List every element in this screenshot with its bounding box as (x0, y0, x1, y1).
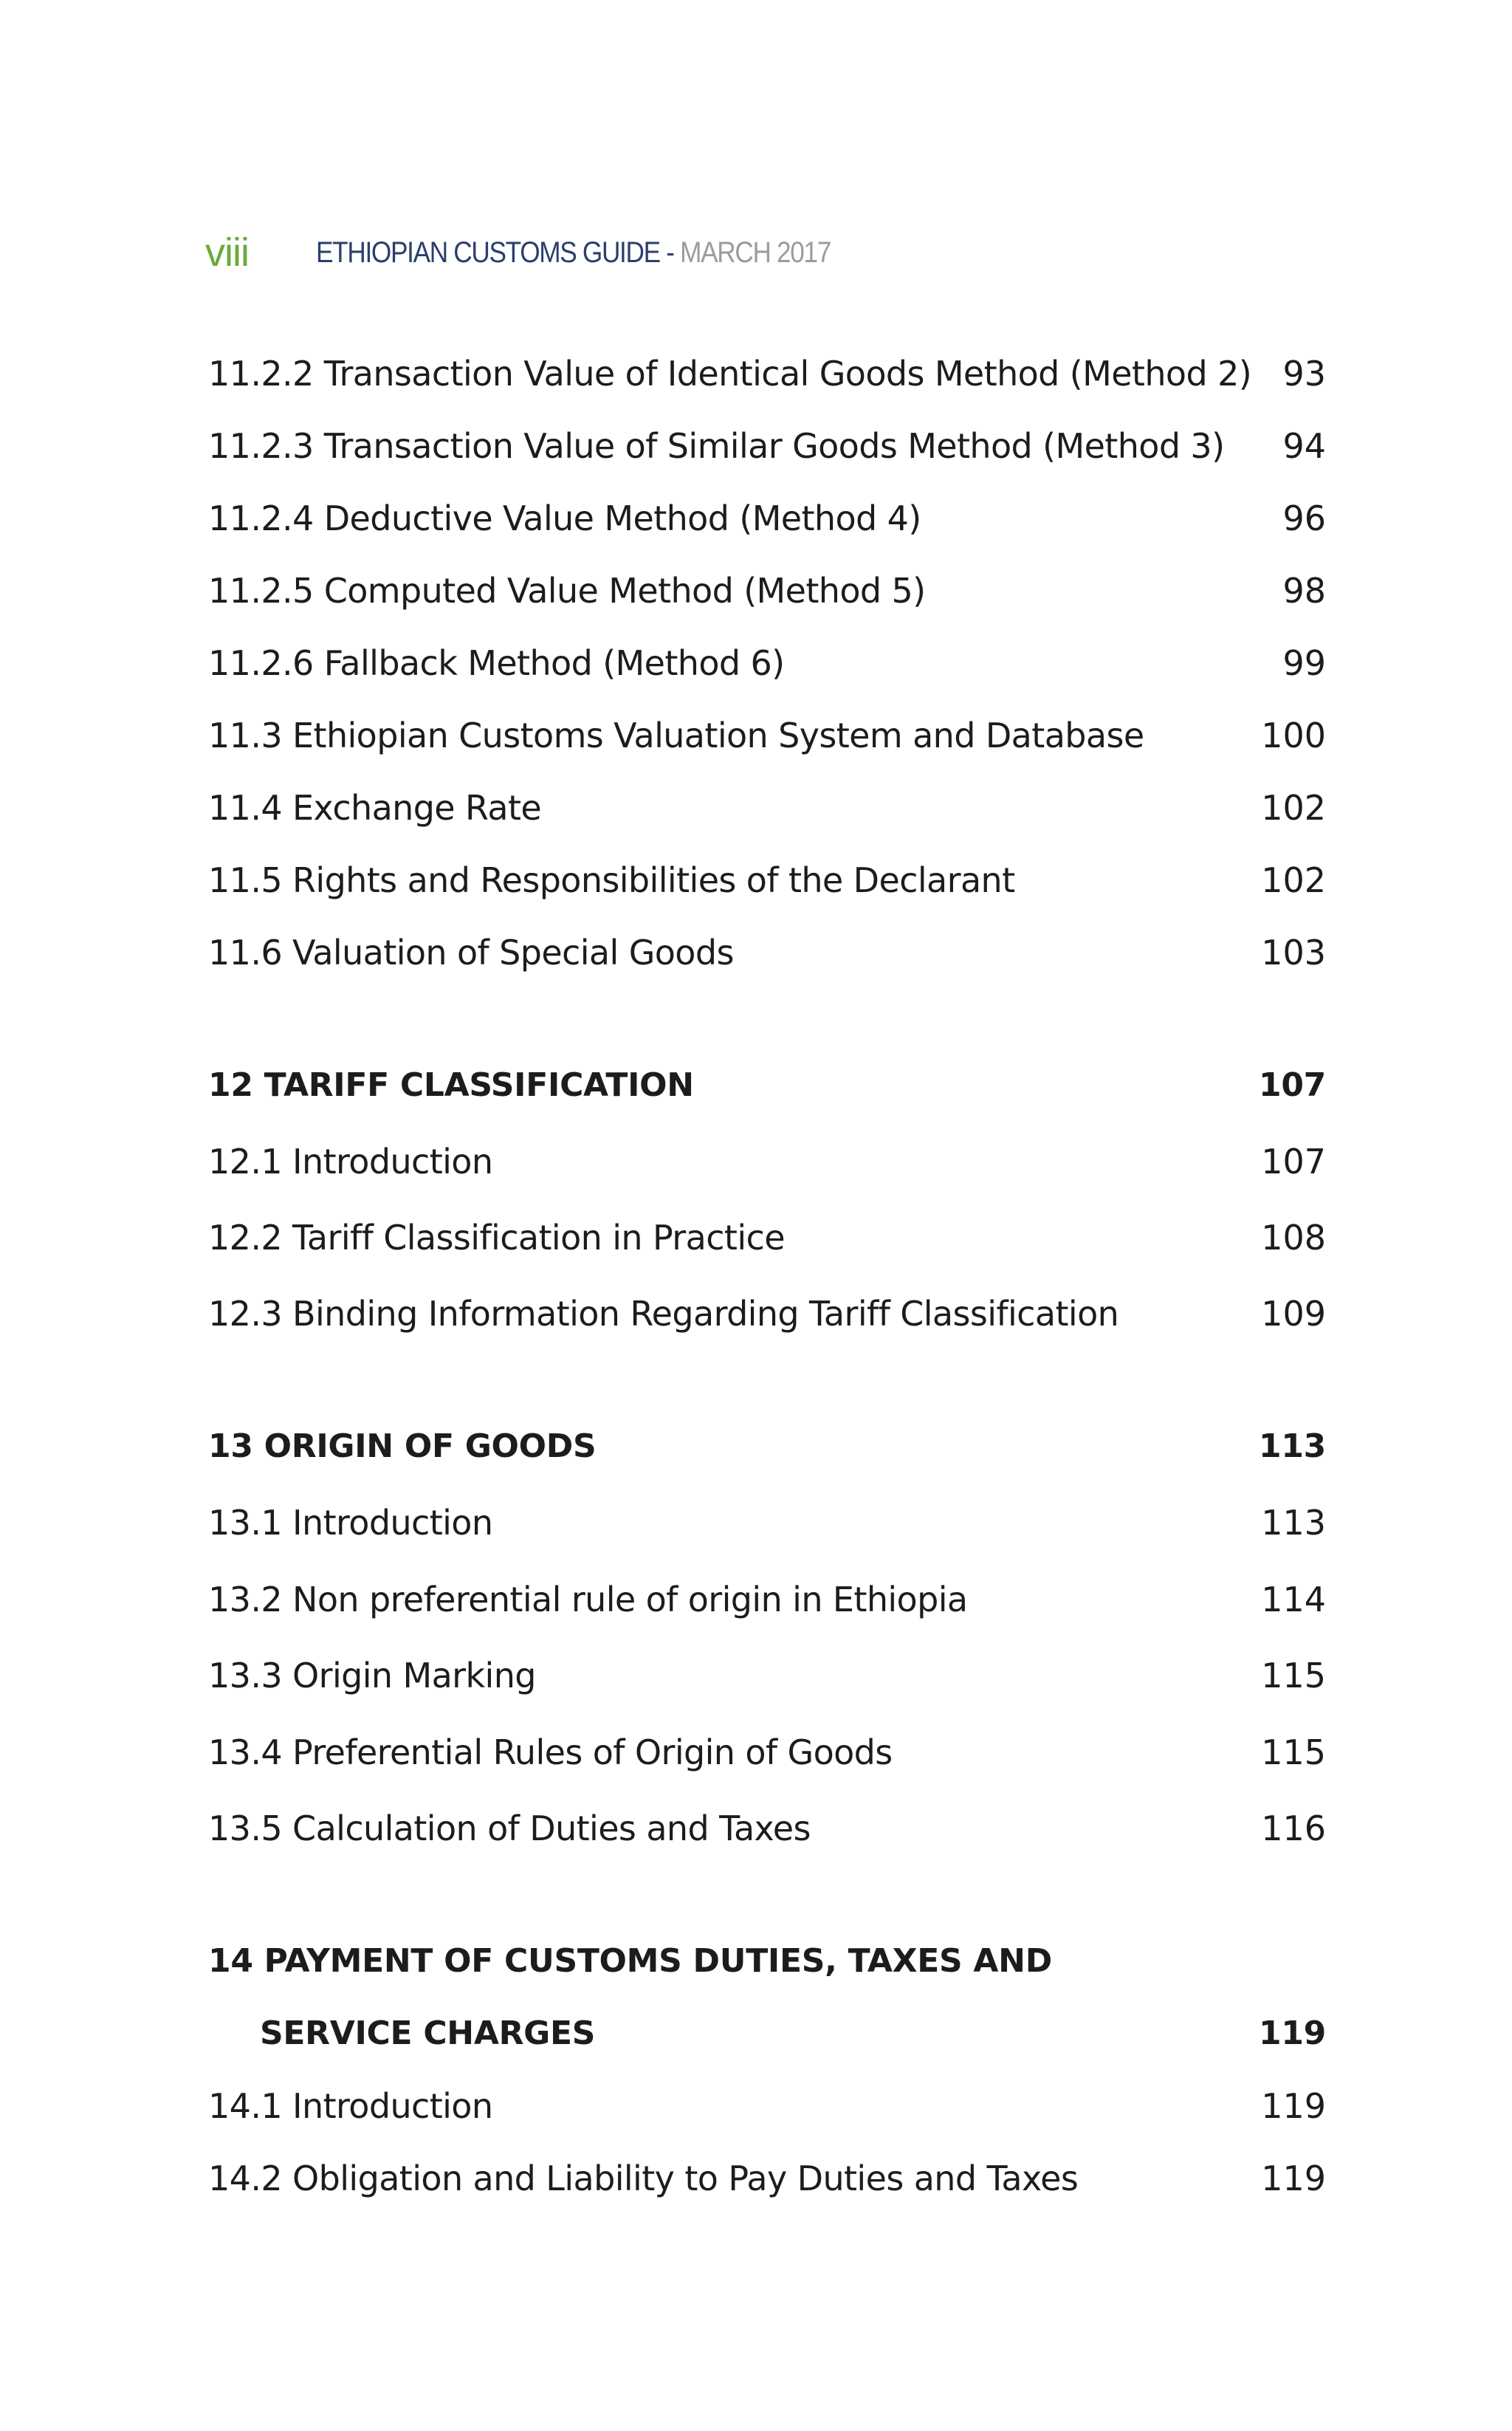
toc-entry-title: 11.2.4 Deductive Value Method (Method 4) (208, 498, 921, 538)
toc-entry-title: 14.1 Introduction (208, 2086, 493, 2126)
toc-entry-page: 96 (1282, 498, 1326, 538)
toc-entry-title: 13.5 Calculation of Duties and Taxes (208, 1808, 811, 1848)
toc-entry-title: 12.1 Introduction (208, 1142, 493, 1182)
toc-entry-14-2 (208, 2149, 1326, 2208)
toc-entry-title: 11.2.2 Transaction Value of Identical Goods Method (Method 2) (208, 354, 1252, 394)
toc-entry-11-2-5 (208, 561, 1326, 620)
toc-entry-12-2 (208, 1208, 1326, 1267)
toc-entry-11-2-4 (208, 489, 1326, 548)
toc-entry-page: 102 (1261, 788, 1326, 828)
title-separator: - (659, 236, 681, 269)
toc-entry-title: 14.2 Obligation and Liability to Pay Duties and Taxes (208, 2159, 1079, 2198)
toc-entry-page: 98 (1282, 571, 1326, 611)
toc-entry-page: 103 (1261, 933, 1326, 973)
toc-entry-12-1 (208, 1132, 1326, 1191)
toc-entry-page: 115 (1261, 1656, 1326, 1695)
toc-chapter-title: SERVICE CHARGES (260, 2015, 596, 2052)
toc-chapter-page: 107 (1259, 1066, 1326, 1104)
toc-entry-13-1 (208, 1493, 1326, 1552)
toc-chapter-title: 12 TARIFF CLASSIFICATION (208, 1066, 694, 1104)
toc-entry-11-2-2 (208, 344, 1326, 403)
toc-entry-title: 11.4 Exchange Rate (208, 788, 542, 828)
toc-entry-page: 109 (1261, 1294, 1326, 1334)
toc-entry-title: 13.2 Non preferential rule of origin in Ethiopia (208, 1580, 968, 1619)
toc-chapter-title: 14 PAYMENT OF CUSTOMS DUTIES, TAXES AND (208, 1942, 1052, 1980)
toc-entry-title: 11.6 Valuation of Special Goods (208, 933, 734, 973)
toc-entry-13-2 (208, 1570, 1326, 1629)
toc-entry-13-4 (208, 1723, 1326, 1782)
toc-entry-title: 13.4 Preferential Rules of Origin of Goods (208, 1732, 893, 1772)
toc-chapter-page: 113 (1259, 1427, 1326, 1465)
guide-date: MARCH 2017 (680, 236, 831, 269)
toc-entry-11-5 (208, 851, 1326, 910)
toc-chapter-14 (208, 1932, 1326, 1991)
toc-entry-page: 119 (1261, 2159, 1326, 2198)
toc-entry-page: 119 (1261, 2086, 1326, 2126)
guide-title: ETHIOPIAN CUSTOMS GUIDE (316, 236, 660, 269)
toc-entry-11-6 (208, 923, 1326, 982)
toc-entry-title: 11.2.6 Fallback Method (Method 6) (208, 643, 785, 683)
toc-entry-page: 100 (1261, 716, 1326, 755)
toc-entry-page: 116 (1261, 1808, 1326, 1848)
toc-entry-13-5 (208, 1799, 1326, 1858)
toc-entry-title: 11.3 Ethiopian Customs Valuation System and Database (208, 716, 1144, 755)
toc-entry-12-3 (208, 1284, 1326, 1343)
toc-entry-11-2-3 (208, 416, 1326, 476)
toc-entry-title: 11.2.5 Computed Value Method (Method 5) (208, 571, 926, 611)
toc-chapter-12 (208, 1056, 1326, 1115)
toc-chapter-page: 119 (1259, 2015, 1326, 2052)
toc-entry-11-2-6 (208, 634, 1326, 693)
toc-entry-page: 99 (1282, 643, 1326, 683)
toc-entry-title: 12.3 Binding Information Regarding Tariff Classification (208, 1294, 1119, 1334)
toc-entry-title: 13.1 Introduction (208, 1503, 493, 1543)
toc-entry-page: 93 (1282, 354, 1326, 394)
toc-entry-page: 107 (1261, 1142, 1326, 1182)
toc-entry-page: 94 (1282, 426, 1326, 466)
toc-entry-title: 11.5 Rights and Responsibilities of the Declarant (208, 860, 1015, 900)
toc-chapter-14-continued (208, 2004, 1326, 2063)
toc-entry-title: 13.3 Origin Marking (208, 1656, 536, 1695)
running-title (316, 223, 831, 282)
toc-entry-title: 12.2 Tariff Classification in Practice (208, 1218, 785, 1258)
toc-chapter-title: 13 ORIGIN OF GOODS (208, 1427, 597, 1465)
toc-entry-page: 113 (1261, 1503, 1326, 1543)
toc-chapter-13 (208, 1417, 1326, 1476)
toc-entry-page: 102 (1261, 860, 1326, 900)
toc-entry-11-3 (208, 706, 1326, 765)
toc-entry-14-1 (208, 2077, 1326, 2136)
toc-entry-title: 11.2.3 Transaction Value of Similar Goods Method (Method 3) (208, 426, 1225, 466)
toc-entry-page: 114 (1261, 1580, 1326, 1619)
running-header (0, 223, 1512, 282)
toc-entry-page: 115 (1261, 1732, 1326, 1772)
toc-entry-11-4 (208, 778, 1326, 837)
page-number: viii (205, 230, 249, 275)
toc-entry-13-3 (208, 1646, 1326, 1705)
toc-entry-page: 108 (1261, 1218, 1326, 1258)
